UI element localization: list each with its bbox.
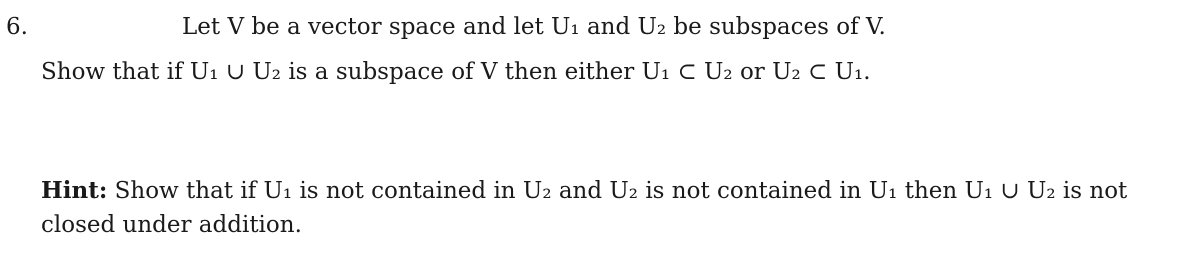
problem-statement-line-2: Show that if U₁ ∪ U₂ is a subspace of V then either U₁ ⊂ U₂ or U₂ ⊂ U₁. <box>41 59 871 85</box>
problem-statement-line-1: Let V be a vector space and let U₁ and U₂ be subspaces of V. <box>182 14 886 40</box>
hint-label: Hint: <box>41 177 108 204</box>
hint-line-1 <box>41 176 1127 206</box>
problem-number: 6. <box>6 14 28 40</box>
hint-line-2: closed under addition. <box>41 212 302 238</box>
hint-text: Show that if U₁ is not contained in U₂ and U₂ is not contained in U₁ then U₁ ∪ U₂ is not <box>114 178 1128 204</box>
